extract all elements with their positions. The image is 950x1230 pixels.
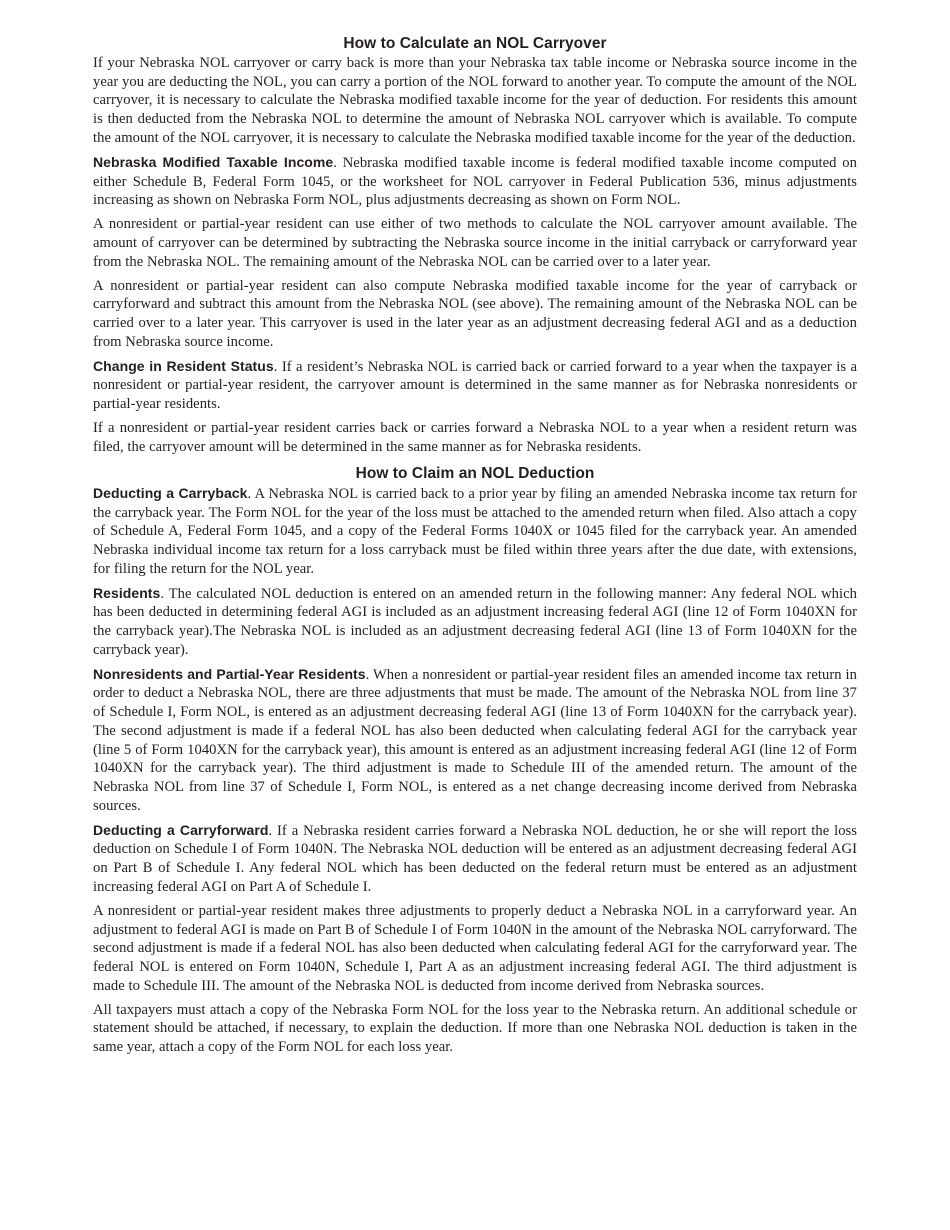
section-claim-nol-deduction: [93, 464, 857, 1057]
paragraph: [93, 153, 857, 210]
paragraph-text: A nonresident or partial-year resident can also compute Nebraska modified taxable income for the year of carryback or carryforward and subtract this amount from the Nebraska NOL (see above). The remaining amount of the Nebraska NOL can be carried over to a later year. This carryover is used in the later year as an adjustment decreasing federal AGI and as a deduction from Nebraska source income.: [93, 277, 857, 350]
paragraph-lead: Deducting a Carryback: [93, 484, 248, 501]
paragraph: [93, 419, 857, 456]
paragraph: [93, 484, 857, 579]
section-heading: How to Calculate an NOL Carryover: [343, 35, 607, 52]
paragraph-lead: Change in Resident Status: [93, 357, 274, 374]
paragraph-text: . When a nonresident or partial-year resident files an amended income tax return in order to deduct a Nebraska NOL, there are three adjustments that must be made. The amount of the Nebraska NOL from line 37 of Schedule I, Form NOL, is entered as an adjustment decreasing federal AGI (line 13 of Form 1040XN for the carryback year). The second adjustment is made if a federal NOL has also been deducted when calculating federal AGI for the carryback year (line 5 of Form 1040XN for the carryback year), this amount is entered as an adjustment increasing federal AGI (line 12 of Form 1040XN for the carryback year). The third adjustment is made to Schedule III of the amended return. The amount of the Nebraska NOL from line 37 of Schedule I, Form NOL, is entered as a net change decreasing income derived from Nebraska sources.: [93, 666, 857, 814]
paragraph-text: A nonresident or partial-year resident makes three adjustments to properly deduct a Nebraska NOL in a carryforward year. An adjustment to federal AGI is made on Part B of Schedule I of Form 1040N in the amount of the Nebraska NOL carryforward. The second adjustment is made if a federal NOL has also been deducted when calculating federal AGI for the carryforward year. The federal NOL is entered on Form 1040N, Schedule I, Part A as an adjustment increasing federal AGI. The third adjustment is made to Schedule III. The amount of the Nebraska NOL is deducted from income derived from Nebraska sources.: [93, 902, 858, 994]
paragraph-lead: Deducting a Carryforward: [93, 821, 269, 838]
paragraph: [93, 821, 857, 897]
paragraph: [93, 277, 857, 352]
paragraph: [93, 54, 857, 148]
paragraph-text: If your Nebraska NOL carryover or carry back is more than your Nebraska tax table income or Nebraska source income in the year you are deducting the NOL, you can carry a portion of the NOL forward to another year. To compute the amount of the NOL carryover, it is necessary to calculate the Nebraska modified taxable income for the year of deduction. For residents this amount is then deducted from the Nebraska NOL to determine the amount of Nebraska NOL carryover which is available. To compute the amount of the NOL carryover, it is necessary to calculate the Nebraska modified taxable income for the year of the deduction.: [93, 55, 857, 146]
paragraph-text: . If a resident’s Nebraska NOL is carried back or carried forward to a year when the taxpayer is a nonresident or partial-year resident, the carryover amount is determined in the same manner as for Nebraska nonresidents or partial-year residents.: [93, 358, 858, 413]
paragraph-text: . A Nebraska NOL is carried back to a prior year by filing an amended Nebraska income tax return for the carryback year. The Form NOL for the year of the loss must be attached to the amended return when filed. Also attach a copy of Schedule A, Federal Form 1045, and a copy of the Federal Forms 1040X or 1045 filed for the carryback year. An amended Nebraska individual income tax return for a loss carryback must be filed within three years after the due date, with extensions, for filing the return for the NOL year.: [93, 485, 857, 577]
paragraph: [93, 1001, 857, 1057]
paragraph-text: . The calculated NOL deduction is entered on an amended return in the following manner: Any federal NOL which has been deducted in determining federal AGI is included as an adjustment increasing federal AGI (line 12 of Form 1040XN for the carryback year).The Nebraska NOL is included as an adjustment decreasing federal AGI (line 13 of Form 1040XN for the carryback year).: [93, 585, 857, 658]
section-calculate-nol-carryover: [93, 34, 857, 457]
paragraph-text: . Nebraska modified taxable income is federal modified taxable income computed on either Schedule B, Federal Form 1045, or the worksheet for NOL carryover in Federal Publication 536, minus adjustments increasing as shown on Nebraska Form NOL, plus adjustments decreasing as shown on Form NOL.: [93, 154, 857, 209]
paragraph-text: All taxpayers must attach a copy of the Nebraska Form NOL for the loss year to the Nebraska return. An additional schedule or statement should be attached, if necessary, to explain the deduction. If more than one Nebraska NOL deduction is taken in the same year, attach a copy of the Form NOL for each loss year.: [93, 1001, 857, 1056]
paragraph-lead: Nonresidents and Partial-Year Residents: [93, 665, 366, 682]
paragraph-text: . If a Nebraska resident carries forward a Nebraska NOL deduction, he or she will report the loss deduction on Schedule I of Form 1040N. The Nebraska NOL deduction will be entered as an adjustment decreasing federal AGI on Part B of Schedule I. Any federal NOL which has been deducted on the federal return must be entered as an adjustment increasing federal AGI on Part A of Schedule I.: [93, 822, 858, 895]
paragraph-text: If a nonresident or partial-year resident carries back or carries forward a Nebraska NOL to a year when a resident return was filed, the carryover amount will be determined in the same manner as for Nebraska residents.: [93, 420, 857, 455]
section-heading: How to Claim an NOL Deduction: [355, 464, 595, 482]
paragraph-lead: Nebraska Modified Taxable Income: [93, 153, 334, 170]
paragraph: [93, 357, 857, 414]
paragraph: [93, 215, 857, 271]
paragraph-lead: Residents: [93, 584, 161, 601]
paragraph-text: A nonresident or partial-year resident can use either of two methods to calculate the NOL carryover amount available. The amount of carryover can be determined by subtracting the Nebraska source income in the initial carryback or carryforward year from the Nebraska NOL. The remaining amount of the Nebraska NOL can be carried over to a later year.: [93, 216, 857, 270]
paragraph: [93, 584, 857, 660]
paragraph: [93, 665, 857, 816]
paragraph: [93, 902, 857, 996]
